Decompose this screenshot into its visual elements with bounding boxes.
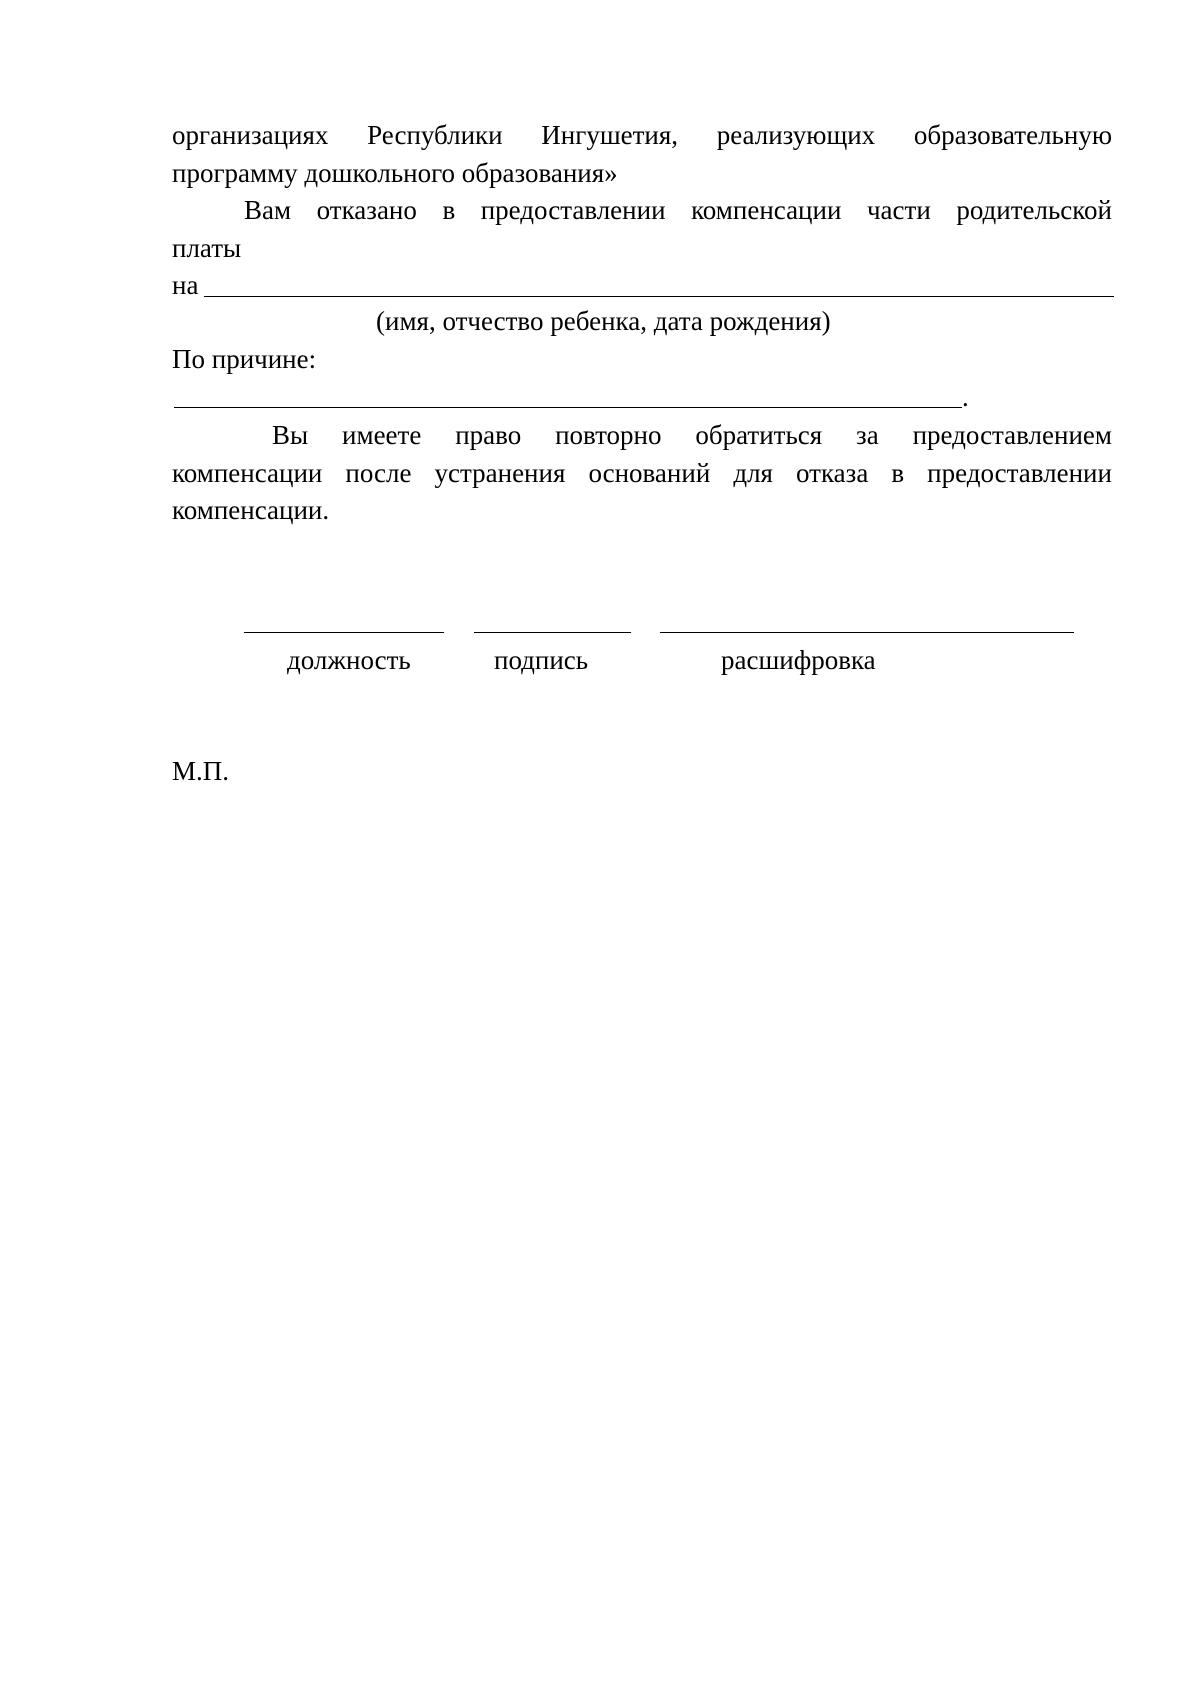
word: компенсации — [172, 458, 323, 488]
signature-line — [474, 632, 631, 633]
word: предоставлением — [912, 420, 1112, 450]
paragraph-1-line-1 — [172, 122, 1112, 149]
word: в — [891, 458, 905, 488]
word: реализующих — [716, 120, 876, 150]
word: повторно — [555, 420, 662, 450]
word: предоставлении — [480, 195, 666, 225]
stamp-place-label: М.П. — [172, 756, 230, 786]
paragraph-3-line-1 — [272, 422, 1112, 449]
paragraph-3-line-3: компенсации. — [172, 495, 330, 525]
word: организациях — [172, 120, 329, 150]
word: Ингушетия, — [541, 120, 679, 150]
child-caption: (имя, отчество ребенка, дата рождения) — [376, 306, 831, 336]
word: Вы — [272, 420, 309, 450]
signature-label: подпись — [494, 645, 589, 675]
name-decoding-label: расшифровка — [721, 645, 876, 675]
child-name-blank-line — [204, 296, 1114, 297]
reason-label: По причине: — [172, 344, 317, 374]
word: компенсации — [691, 195, 842, 225]
word: право — [455, 420, 522, 450]
word: обратиться — [695, 420, 823, 450]
word: Вам — [244, 195, 292, 225]
word: устранения — [434, 458, 566, 488]
paragraph-1-line-2: программу дошкольного образования» — [172, 158, 618, 188]
reason-blank-line — [174, 407, 962, 408]
word: родительской — [956, 195, 1112, 225]
word: отказа — [796, 458, 869, 488]
position-label: должность — [287, 645, 411, 675]
paragraph-3-line-2 — [172, 460, 1112, 487]
position-signature-line — [244, 632, 444, 633]
word: Республики — [367, 120, 503, 150]
word: предоставлении — [927, 458, 1112, 488]
word: образовательную — [913, 120, 1112, 150]
name-decoding-line — [660, 632, 1074, 633]
reason-end-mark: . — [962, 382, 969, 412]
word: отказано — [316, 195, 417, 225]
word: оснований — [588, 458, 711, 488]
word: после — [345, 458, 412, 488]
word: в — [442, 195, 456, 225]
word: за — [856, 420, 879, 450]
paragraph-2-line-1 — [244, 197, 1112, 224]
word: части — [866, 195, 931, 225]
paragraph-2-line-2: платы — [172, 233, 242, 263]
word: имеете — [342, 420, 422, 450]
word: для — [733, 458, 773, 488]
na-label: на — [172, 270, 199, 300]
